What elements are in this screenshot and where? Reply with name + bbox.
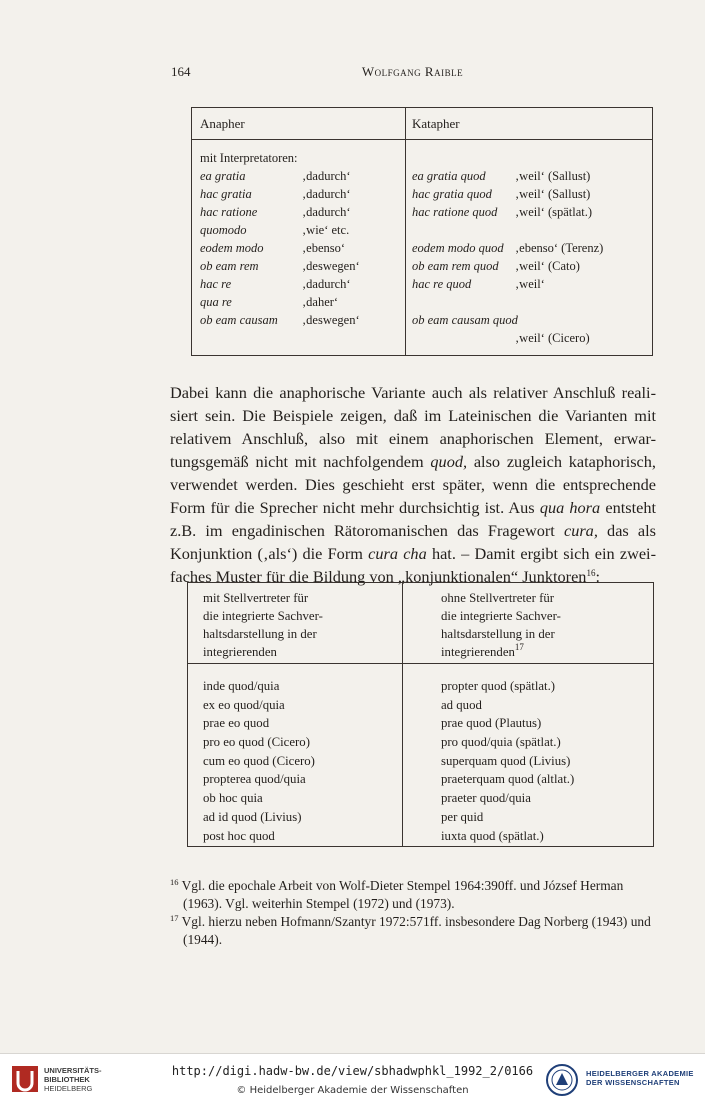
anapher-term: ea gratia	[200, 169, 246, 183]
list-item: ad quod	[441, 697, 482, 712]
text-line: Konjunktion (‚als‘) die Form cura cha hat. – Damit ergibt sich ein zwei-	[170, 544, 657, 563]
list-item: ob hoc quia	[203, 791, 263, 806]
text-line: verwendet werden. Dies geschieht erst später, wenn die entsprechende	[170, 475, 656, 494]
copyright-notice: © Heidelberger Akademie der Wissenschaften	[236, 1085, 469, 1096]
anapher-term: qua re	[200, 295, 232, 309]
list-item: prae quod (Plautus)	[441, 716, 542, 731]
katapher-gloss: ‚ebenso‘ (Terenz)	[515, 241, 604, 255]
header-left: mit Stellvertreter für die integrierte Sachver- haltsdarstellung in der integrierenden	[203, 591, 323, 659]
anapher-gloss: ‚daher‘	[302, 295, 339, 309]
anapher-term: hac ratione	[200, 205, 258, 219]
academy-seal-icon	[545, 1063, 579, 1097]
text-line: faches Muster für die Bildung von „konjunktionalen“ Junktoren$^{16}$:	[170, 567, 600, 586]
anapher-term: eodem modo	[200, 241, 264, 255]
list-item: pro eo quod (Cicero)	[203, 735, 310, 750]
text-line: tungsgemäß nicht mit nachfolgendem quod, also zugleich kataphorisch,	[170, 452, 656, 471]
anapher-gloss: ‚deswegen‘	[302, 313, 360, 327]
right-list	[441, 677, 574, 845]
anapher-gloss: ‚dadurch‘	[302, 277, 351, 291]
left-list	[203, 677, 315, 845]
header-right: ohne Stellvertreter für die integrierte Sachver- haltsdarstellung in der integrierenden$^{17}$	[441, 591, 561, 659]
list-item: post hoc quod	[203, 828, 275, 843]
last-gloss: ‚weil‘ (Cicero)	[515, 331, 590, 345]
list-item: inde quod/quia	[203, 679, 280, 693]
katapher-gloss: ‚weil‘	[515, 277, 545, 291]
list-item: cum eo quod (Cicero)	[203, 753, 315, 768]
list-item: prae eo quod	[203, 716, 270, 731]
anapher-gloss: ‚dadurch‘	[302, 187, 351, 201]
text-line: z.B. im engadinischen Rätoromanischen das Fragewort cura, das als	[170, 521, 656, 540]
academy-name: HEIDELBERGER AKADEMIE DER WISSENSCHAFTEN	[586, 1069, 694, 1087]
anapher-term: ob eam causam	[200, 313, 278, 327]
anapher-gloss: ‚wie‘ etc.	[302, 223, 350, 237]
anapher-gloss: ‚dadurch‘	[302, 205, 351, 219]
list-item: praeterquam quod (altlat.)	[441, 772, 575, 787]
header-divider	[188, 663, 653, 664]
text-line: siert sein. Die Beispiele zeigen, daß im Lateinischen die Varianten mit	[170, 406, 656, 425]
footnote-17: $^{17}$ Vgl. hierzu neben Hofmann/Szantyr 1972:571ff. insbesondere Dag Norberg (1943) und (1944).	[170, 913, 651, 947]
footnote-16: $^{16}$ Vgl. die epochale Arbeit von Wolf-Dieter Stempel 1964:390ff. und József Herman (1963). Vgl. weiterhin Stempel (1972) und (1973).	[170, 877, 624, 911]
anapher-gloss: ‚deswegen‘	[302, 259, 360, 273]
katapher-term: ob eam causam quod	[412, 313, 518, 327]
junktoren-table	[187, 582, 654, 847]
list-item: superquam quod (Livius)	[441, 753, 571, 768]
university-library-name: UNIVERSITÄTS- BIBLIOTHEK HEIDELBERG	[44, 1066, 102, 1093]
katapher-gloss: ‚weil‘ (Cato)	[515, 259, 580, 273]
anapher-gloss: ‚dadurch‘	[302, 169, 351, 183]
katapher-term: hac ratione quod	[412, 205, 498, 219]
anapher-term: ob eam rem	[200, 259, 259, 273]
anapher-term: hac re	[200, 277, 232, 291]
footnote-ref-17: 17	[514, 642, 524, 652]
katapher-term: eodem modo quod	[412, 241, 504, 255]
anapher-gloss: ‚ebenso‘	[302, 241, 346, 255]
list-item: praeter quod/quia	[441, 791, 531, 806]
katapher-term: ea gratia quod	[412, 169, 486, 183]
list-item: pro quod/quia (spätlat.)	[441, 735, 561, 750]
anapher-term: hac gratia	[200, 187, 252, 201]
text-line: Dabei kann die anaphorische Variante auch als relativer Anschluß reali-	[170, 383, 656, 402]
column-divider	[402, 583, 403, 846]
list-item: ex eo quod/quia	[203, 697, 285, 712]
katapher-term: hac gratia quod	[412, 187, 492, 201]
text-line: Form für die Sprecher nicht mehr durchsichtig ist. Aus qua hora entsteht	[170, 498, 656, 517]
section-label: mit Interpretatoren:	[200, 151, 298, 165]
running-head-author: Wolfgang Raible	[361, 64, 464, 79]
text-line: relativem Anschluß, also mit einem anaphorischen Element, erwar-	[170, 429, 656, 448]
list-item: propter quod (spätlat.)	[441, 679, 556, 693]
column-header-anapher: Anapher	[200, 116, 245, 131]
body-paragraph	[170, 381, 656, 588]
page-url-link[interactable]: http://digi.hadw-bw.de/view/sbhadwphkl_1992_2/0166	[171, 1064, 534, 1078]
column-divider	[405, 108, 406, 355]
column-header-katapher: Katapher	[412, 116, 460, 131]
list-item: iuxta quod (spätlat.)	[441, 828, 544, 843]
page-number: 164	[171, 64, 191, 79]
anapher-katapher-table	[191, 107, 653, 356]
list-item: per quid	[441, 809, 484, 824]
katapher-term: hac re quod	[412, 277, 472, 291]
list-item: propterea quod/quia	[203, 772, 306, 787]
header-divider	[192, 139, 652, 140]
footnote-ref-16: 16	[586, 568, 596, 578]
katapher-gloss: ‚weil‘ (Sallust)	[515, 187, 591, 201]
viewer-footer	[0, 1053, 705, 1104]
list-item: ad id quod (Livius)	[203, 809, 302, 824]
katapher-gloss: ‚weil‘ (spätlat.)	[515, 205, 593, 219]
katapher-term: ob eam rem quod	[412, 259, 499, 273]
anapher-term: quomodo	[200, 223, 247, 237]
katapher-gloss: ‚weil‘ (Sallust)	[515, 169, 591, 183]
